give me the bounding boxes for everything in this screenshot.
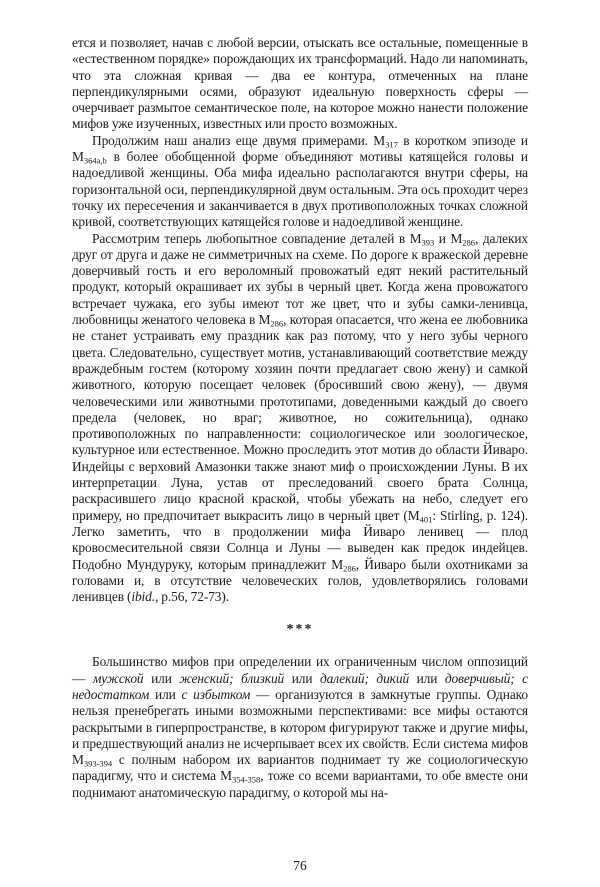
italic-text-run: с избытком: [181, 686, 251, 702]
text-run: с полным набором их вариантов поднимает ту же социологическую парадигму, что и система M: [72, 752, 528, 784]
italic-text-run: доверчивый; с недостатком: [72, 670, 529, 702]
text-run: в коротком эпизоде и M: [72, 132, 528, 165]
myth-index-subscript: 393-394: [83, 758, 113, 769]
myth-index-subscript: 401: [419, 514, 433, 525]
text-run: , тоже со всеми вариантами, то обе вместе они поднимают анатомическую парадигму, о которой мы на-: [72, 768, 528, 800]
text-run: или: [284, 670, 320, 686]
page-number: 76: [293, 858, 307, 873]
text-run: , p.56, 72-73).: [155, 589, 229, 605]
text-run: или: [409, 670, 445, 686]
myth-index-subscript: 354-358: [231, 774, 261, 785]
paragraph: [72, 231, 528, 606]
italic-text-run: далекий; дикий: [319, 670, 410, 686]
text-run: Продолжим наш анализ еще двумя примерами. M: [92, 132, 386, 148]
text-run: Рассмотрим теперь любопытное совпадение деталей в M: [92, 230, 422, 246]
text-run: Большинство мифов при определении их ограниченным числом оппозиций —: [72, 654, 528, 686]
paragraph-continuation: [72, 35, 528, 133]
myth-index-subscript: 286: [270, 318, 284, 329]
section-separator: ***: [286, 622, 314, 638]
text-run: или: [149, 686, 182, 702]
myth-index-subscript: 286: [462, 237, 476, 248]
italic-text-run: женский; близкий: [179, 670, 285, 686]
myth-index-subscript: 393: [421, 237, 435, 248]
text-run: и M: [434, 230, 463, 246]
italic-text-run: ibid.: [131, 589, 156, 605]
myth-index-subscript: 317: [385, 139, 398, 150]
text-run: — организуются в замкнутые группы. Однако нельзя пренебрегать иными возможными перспективами: все мифы остаются раскрытыми в гиперпространстве, в котором фигурируют также и другие мифы, и предшествующий анализ не исчерпывает всех их свойств. Если система мифов M: [72, 686, 529, 768]
text-run: , далеких друг от друга и даже не симметричных на схеме. По дороге к вражеской деревне доверчивый гость и его вероломный провожатый едят некий растительный продукт, который окрашивает их зубы в черный цвет. Когда жена провожатого встречает чужака, его зубы имеют тот же цвет, что и зубы самки-ленивца, любовницы женатого человека в M: [72, 230, 529, 328]
text-run: , Йиваро были охотниками за головами и, в отсутствие человеческих голов, удовлетворялись головами ленивцев (: [72, 556, 528, 605]
text-run: ется и позволяет, начав с любой версии, отыскать все остальные, помещенные в «естественном порядке» порождающих их трансформаций. Надо ли напоминать, что эта сложная кривая — два ее контура, отмеченных на плане перпендикулярными осями, образуют идеальную поверхность сферы — очерчивает размытое семантическое поле, на которое можно нанести положение мифов уже изученных, известных или просто возможных.: [72, 35, 528, 132]
paragraph: [72, 133, 528, 231]
text-run: в более обобщенной форме объединяют мотивы катящейся головы и надоедливой женщины. Оба мифа идеально располагаются внутри сферы, на горизонтальной оси, перпендикулярной двум остальным. Эта ось проходит через точку их пересечения и заканчивается в двух противоположных точках сложной кривой, соответствующих катящейся голове и надоедливой женщине.: [72, 149, 528, 230]
text-run: : Stirling, p. 124). Легко заметить, что в продолжении мифа Йиваро ленивец — плод кровосмесительной связи Солнца и Луны — выведен как предок индейцев. Подобно Мундуруку, которым принадлежит M: [72, 507, 528, 572]
myth-index-subscript: 364a,b: [83, 155, 107, 166]
italic-text-run: мужской: [92, 670, 144, 686]
paragraph: [72, 654, 528, 801]
myth-index-subscript: 286: [343, 563, 356, 573]
text-run: или: [143, 670, 180, 686]
text-run: , которая опасается, что жена ее любовника не станет устраивать ему праздник как раз потому, что у него зубы черного цвета. Следовательно, существует мотив, устанавливающий соответствие между враждебным гостем (которому хозяин почти предлагает свою жену) и самкой животного, которую посещает человек (бросивший свою жену), — двумя человеческими или животными прототипами, доведенными каждый до своего предела (человек, но враг; животное, но сожительница), однако противоположных по направленности: социологическое или зоологическое, культурное или естественное. Можно проследить этот мотив до области Йиваро. Индейцы с верховий Амазонки также знают миф о происхождении Луны. В их интерпретации Луна, устав от преследований своего брата Солнца, раскрасившего лицо красной краской, чтобы убежать на небо, следует его примеру, но предпочитает выкрасить лицо в черный цвет (M: [72, 312, 528, 523]
